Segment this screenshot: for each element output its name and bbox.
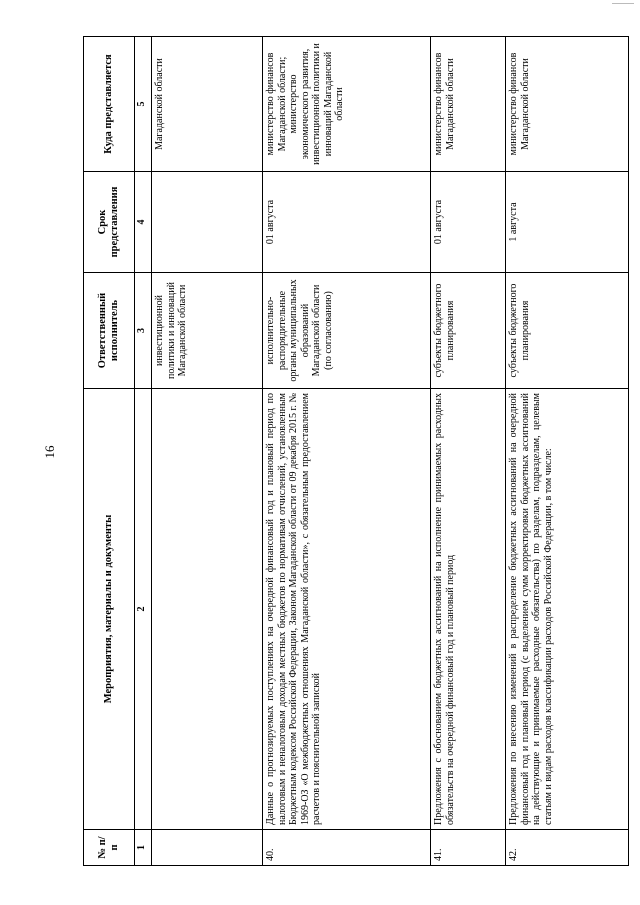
row-text: Предложения с обоснованием бюджетных ассигнований на исполнение принимаемых расходных обязательств на очередной финансовый год и плановый период xyxy=(431,389,506,830)
row-recipient: министерство финансов Магаданской области; министерство экономического развития, инвестиционной политики и инноваций Магаданской области xyxy=(263,37,431,172)
table-header-row xyxy=(84,37,135,866)
column-number: 1 xyxy=(135,830,152,866)
column-number: 4 xyxy=(135,172,152,273)
column-number: 2 xyxy=(135,389,152,830)
table-row xyxy=(506,37,629,866)
column-number-row xyxy=(135,37,152,866)
scan-edge-mark xyxy=(612,3,634,7)
row-text: Предложения по внесению изменений в распределение бюджетных ассигнований на очередной финансовый год и плановый период (с выделением сумм корректировки бюджетных ассигнований на действующие и принимаемые расходные обязательства) по разделам, подразделам, целевым статьям и видам расходов классификации расходов Российской Федерации, в том числе: xyxy=(506,389,629,830)
row-number: 40. xyxy=(263,830,431,866)
row-executor: субъекты бюджетного планирования xyxy=(431,273,506,389)
header-num: № п/п xyxy=(84,830,135,866)
row-number xyxy=(152,830,263,866)
header-activities: Мероприятия, материалы и документы xyxy=(84,389,135,830)
row-recipient: министерство финансов Магаданской области xyxy=(506,37,629,172)
row-text xyxy=(152,389,263,830)
header-executor: Ответственный исполнитель xyxy=(84,273,135,389)
row-deadline: 1 августа xyxy=(506,172,629,273)
row-deadline: 01 августа xyxy=(431,172,506,273)
row-recipient: Магаданской области xyxy=(152,37,263,172)
row-deadline xyxy=(152,172,263,273)
row-deadline: 01 августа xyxy=(263,172,431,273)
column-number: 5 xyxy=(135,37,152,172)
table-row xyxy=(152,37,263,866)
rotated-table-container xyxy=(83,37,628,866)
row-number: 42. xyxy=(506,830,629,866)
schedule-table xyxy=(83,36,629,866)
row-number: 41. xyxy=(431,830,506,866)
column-number: 3 xyxy=(135,273,152,389)
table-row xyxy=(431,37,506,866)
table-row xyxy=(263,37,431,866)
header-deadline: Срок представления xyxy=(84,172,135,273)
row-executor: инвестиционной политики и инноваций Магаданской области xyxy=(152,273,263,389)
row-text: Данные о прогнозируемых поступлениях на очередной финансовый год и плановый период по налоговым и неналоговым доходам местных бюджетов по нормативам отчислений, установленным Бюджетным кодексом Российской Федерации, Законом Магаданской области от 09 декабря 2015 г. № 1969-ОЗ «О межбюджетных отношениях Магаданской области», с обязательным предоставлением расчетов и пояснительной запиской xyxy=(263,389,431,830)
row-executor: субъекты бюджетного планирования xyxy=(506,273,629,389)
row-executor: исполнительно-распорядительные органы муниципальных образований Магаданской области (по согласованию) xyxy=(263,273,431,389)
header-recipient: Куда представляется xyxy=(84,37,135,172)
page-number: 16 xyxy=(42,445,57,459)
row-recipient: министерство финансов Магаданской области xyxy=(431,37,506,172)
